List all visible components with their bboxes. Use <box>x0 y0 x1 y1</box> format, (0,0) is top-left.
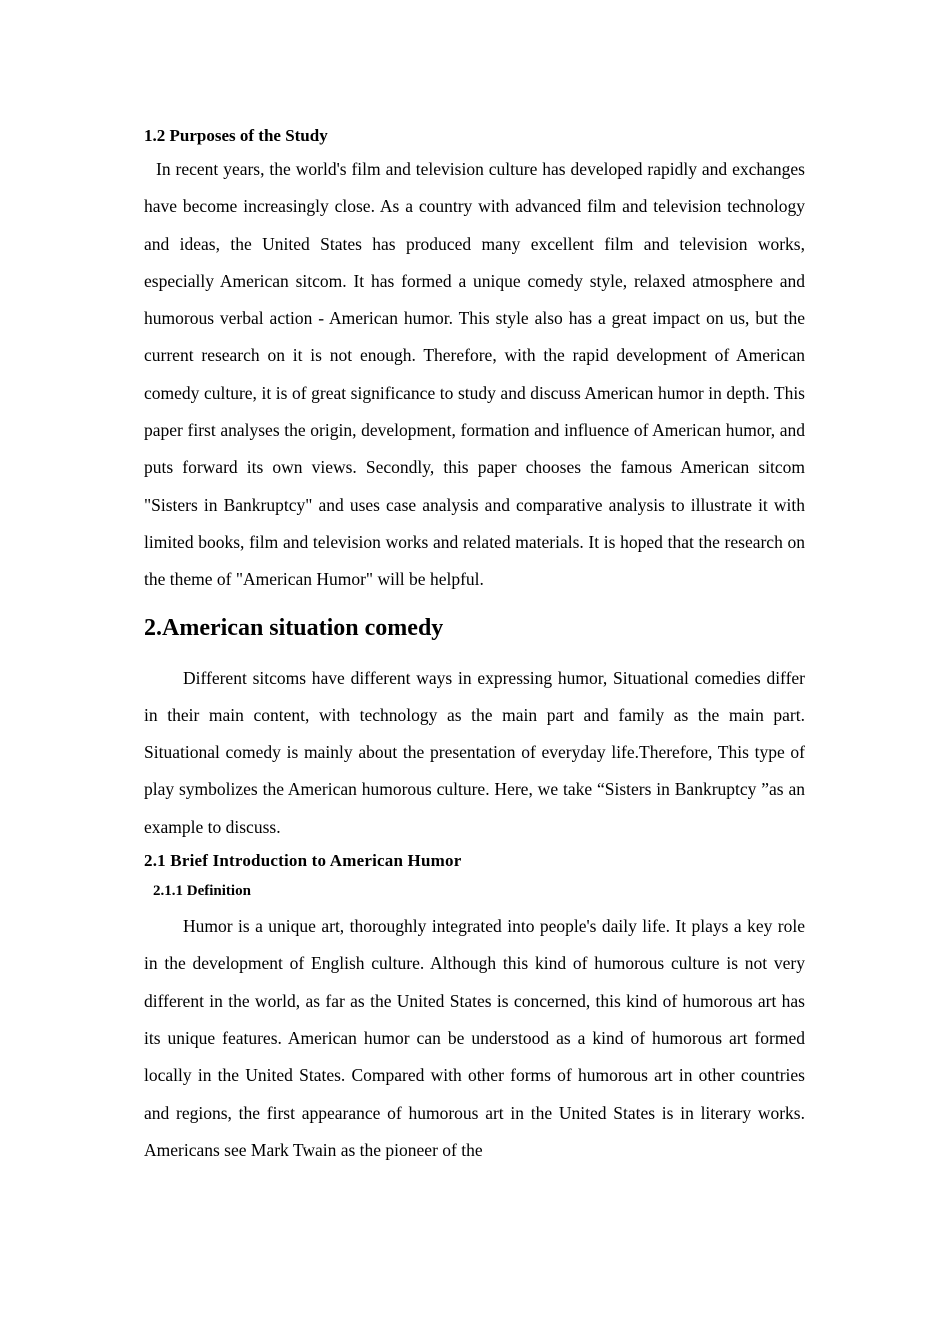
section-heading-purposes: 1.2 Purposes of the Study <box>144 126 328 145</box>
section-heading-brief-introduction: 2.1 Brief Introduction to American Humor <box>144 851 462 871</box>
subsection-heading-definition: 2.1.1 Definition <box>153 883 251 900</box>
chapter-heading-situation-comedy: 2.American situation comedy <box>144 614 444 641</box>
paragraph-purposes: In recent years, the world's film and television culture has developed rapidly and exchanges have become increasingly close. As a country with advanced film and television technology and ideas, the United States has produced many excellent film and television works, especially American sitcom. It has formed a unique comedy style, relaxed atmosphere and humorous verbal action - American humor. This style also has a great impact on us, but the current research on it is not enough. Therefore, with the rapid development of American comedy culture, it is of great significance to study and discuss American humor in depth. This paper first analyses the origin, development, formation and influence of American humor, and puts forward its own views. Secondly, this paper chooses the famous American sitcom "Sisters in Bankruptcy" and uses case analysis and comparative analysis to illustrate it with limited books, film and television works and related materials. It is hoped that the research on the theme of "American Humor" will be helpful. <box>144 159 805 590</box>
paragraph-definition: Humor is a unique art, thoroughly integrated into people's daily life. It plays a key role in the development of English culture. Although this kind of humorous culture is not very different in the world, as far as the United States is concerned, this kind of humorous art has its unique features. American humor can be understood as a kind of humorous art formed locally in the United States. Compared with other forms of humorous art in other countries and regions, the first appearance of humorous art in the United States is in literary works. Americans see Mark Twain as the pioneer of the <box>144 916 805 1160</box>
paragraph-situation-comedy: Different sitcoms have different ways in expressing humor, Situational comedies differ in their main content, with technology as the main part and family as the main part. Situational comedy is mainly about the presentation of everyday life.Therefore, This type of play symbolizes the American humorous culture. Here, we take “Sisters in Bankruptcy ”as an example to discuss. <box>144 667 805 837</box>
document-page <box>144 124 805 1169</box>
